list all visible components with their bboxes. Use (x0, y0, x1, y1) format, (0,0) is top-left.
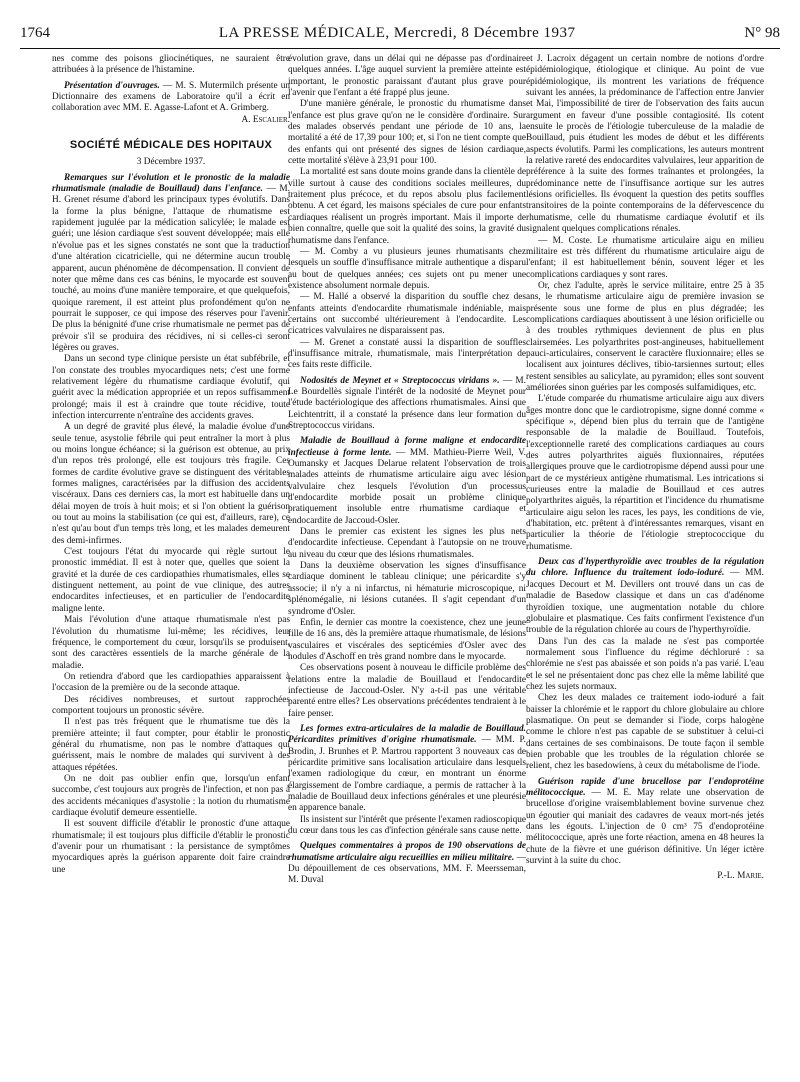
paragraph-body: — Du dépouillement de ces observations, MM. F. Meersseman, M. Duval (288, 852, 526, 886)
paragraph (288, 724, 526, 815)
paragraph-title: Présentation d'ouvrages. (64, 80, 160, 91)
column-3 (526, 54, 764, 1064)
paragraph: Il n'est pas très fréquent que le rhumatisme tue dès la première atteinte; il faut compter, pour établir le pronostic général du rhumatisme, non pas le nombre d'attaques qui guérissent, mais le nombre de malades qui survivent à des attaques répétées. (52, 717, 290, 773)
paragraph: Dans l'un des cas la malade ne s'est pas comportée normalement sous l'influence du régime déchloruré : sa chlorémie ne s'est pas abaissée et son poids n'a pas varié. L'eau et le sel ne présentaient donc pas chez elle la même labilité que chez les sujets normaux. (526, 636, 764, 692)
paragraph (52, 81, 290, 115)
paragraph (288, 436, 526, 527)
paragraph: Ces observations posent à nouveau le difficile problème des relations entre la maladie de Bouillaud et l'endocardite infectieuse de Jaccoud-Osler. N'y a-t-il pas une véritable parenté entre elles? Les observations précédentes tendraient à le faire penser. (288, 663, 526, 719)
paragraph-body: — M. H. Grenet résume d'abord les principaux types évolutifs. Dans la forme la plus bénigne, l'attaque de rhumatisme est rapidement jugulée par la médication salicylée; le malade est guéri; une lésion cardiaque s'est souvent développée; mais elle n'évolue pas et les signes constatés ne sont que la traduction d'une altération cicatricielle, qui ne détermine aucun trouble apparent, aucun phénomène de décompensation. Il convient de noter que même dans ces cas bénins, le myocarde est souvent touché, au moins d'une manière temporaire, et que quelquefois, quoique rarement, il est atteint plus profondément qu'on ne pourrait le supposer, ce qui impose des réserves pour l'avenir. De plus la bénignité d'une crise rhumatismale ne permet pas de prévoir s'il se produira des récidives, ni si celles-ci seront légères ou graves. (52, 184, 290, 353)
paragraph-title: Nodosités de Meynet et « Streptococcus viridans ». (300, 375, 500, 386)
paragraph: évolution grave, dans un délai qui ne dépasse pas d'ordinaire quelques années. L'âge auquel survient la première atteinte est important, le pronostic paraissant d'autant plus grave pour l'avenir que l'enfant a été frappé plus jeune. (288, 54, 526, 99)
paragraph: A un degré de gravité plus élevé, la maladie évolue d'une seule tenue, asystolie fébrile qui peut entraîner la mort à plus ou moins longue échéance; si la guérison est obtenue, au prix d'un repos très prolongé, elle est toujours très fragile. Ces formes de cardite évolutive grave se distinguent des véritables formes malignes, caractérisées par la diffusion des accidents viscéraux. Dans ces derniers cas, la mort est habituelle dans un délai moyen de trois à huit mois; et si l'on obtient la guérison ou tout au moins la stabilisation (ce qui est, d'ailleurs, rare), ce n'est qu'au bout d'un temps très long, et les malades demeurent des demi-infirmes. (52, 422, 290, 546)
paragraph (526, 557, 764, 636)
paragraph-body: — MM. Jacques Decourt et M. Devillers ont trouvé dans un cas de maladie de Basedow classique et dans un cas d'adénome thyroïdien toxique, une augmentation notable du chlore globulaire et plasmatique. Ces faits confirment l'existence d'un trouble de la régulation chlorée au cours de l'hyperthyroïdie. (526, 568, 764, 636)
paragraph: Des récidives nombreuses, et surtout rapprochées comportent toujours un pronostic sévère. (52, 694, 290, 716)
paragraph: Dans un second type clinique persiste un état subfébrile, et l'on constate des troubles myocardiques nets; c'est une forme relativement légère du rhumatisme cardiaque évolutif, qui guérit avec la médication appropriée et un repos suffisamment prolongé; mais il est à craindre que toute récidive, toute infection intercurrente n'entraîne des accidents graves. (52, 354, 290, 421)
paragraph: L'étude comparée du rhumatisme articulaire aigu aux divers âges montre donc que le cardiotropisme, signe donné comme « spécifique », dépend bien plus du terrain que de l'antigène responsable de la maladie de Bouillaud. Toutefois, l'exceptionnelle rareté des complications cardiaques au cours des autres polyarthrites aiguës fluxionnaires, réputées allergiques prouve que le cardiotropisme dépend aussi pour une part de ce mystérieux antigène rhumatismal. Les intrications si curieuses entre la maladie de Bouillaud et ces autres polyarthrites aiguës, la répartition et l'incidence du rhumatisme articulaire aigu selon les races, les pays, les conditions de vie, d'habitation, etc. prêtent à d'intéressantes remarques, visant en particulier la théorie de l'étiologie streptococcique du rhumatisme. (526, 394, 764, 552)
paragraph-body: — M. Le Bourdellès signale l'intérêt de la nodosité de Meynet pour l'étude bactériologique des affections rhumatismales. Ainsi que Leichtentritt, il a constaté la présence dans leur formation du Streptococcus viridans. (288, 375, 526, 431)
paragraph: On retiendra d'abord que les cardiopathies apparaissent à l'occasion de la première ou de la seconde attaque. (52, 671, 290, 694)
paragraph-body: — M. E. May relate une observation de brucellose d'origine vraisemblablement bovine survenue chez un égoutier qui maniait des cadavres de veaux mort-nés jetés dans les égouts. L'injection de 0 cm³ 75 d'endoprotéine mélitococcique, après une forte réaction, amena en 48 heures la chute de la fièvre et une guérison définitive. Un léger ictère survint à la suite du choc. (526, 788, 764, 867)
publication-title: LA PRESSE MÉDICALE, Mercredi, 8 Décembre 1937 (218, 24, 576, 41)
paragraph-title: Guérison rapide d'une brucellose par l'endoprotéine mélitococcique. (526, 776, 764, 798)
paragraph: et J. Lacroix dégagent un certain nombre de notions d'ordre épidémiologique, étiologique et clinique. Au point de vue épidémiologique, ils montrent les variations de fréquence suivant les années, la prédominance de l'affection entre Janvier et Mai, l'impossibilité de tirer de l'observation des faits aucun argument en faveur d'une possible contagiosité. Ils cotent ensuite le procès de l'étiologie tuberculeuse de la maladie de Bouillaud, puis étudient les modes de début et les différents aspects évolutifs. Parmi les complications, les auteurs montrent la relative rareté des endocardites valvulaires, leur apparition de préférence à la suite des formes traînantes et prolongées, la prédominance nette de l'insuffisance aortique sur les autres lésions orificielles. Ils évoquent la question des petits souffles transitoires de la pointe contemporains de la défervescence du rhumatisme, celle du rhumatisme cardiaque évolutif et ils signalent quelques complications rénales. (526, 54, 764, 235)
paragraph: Dans le premier cas existent les signes les plus nets d'endocardite infectieuse. Cependant à l'autopsie on ne trouve au niveau du cœur que des lésions rhumatismales. (288, 527, 526, 560)
paragraph: La mortalité est sans doute moins grande dans la clientèle de ville surtout à cause des conditions sociales meilleures, du traitement plus précoce, et du repos absolu plus facilement obtenu. A cet égard, les maisons spéciales de cure pour enfants cardiaques réalisent un progrès important. Mais il importe de bien connaître, quelle que soit la qualité des soins, la gravité du rhumatisme dans l'enfance. (288, 167, 526, 246)
paragraph: Chez les deux malades ce traitement iodo-ioduré a fait baisser la chlorémie et le rapport du chlore globulaire au chlore plasmatique. On peut se demander si l'iode, corps halogène comme le chlore n'est pas capable de se substituer à celui-ci dans certaines de ses combinaisons. De toute façon il semble bien probable que les troubles de la régulation chlorée se relient, chez les basedowiens, à ceux du métabolisme de l'iode. (526, 693, 764, 772)
issue-number: N° 98 (744, 24, 780, 41)
paragraph-title: Deux cas d'hyperthyroïdie avec troubles de la régulation du chlore. Influence du traitement iodo-ioduré. (526, 557, 764, 579)
paragraph: Mais l'évolution d'une attaque rhumatismale n'est pas l'évolution du rhumatisme lui-même; les récidives, leur fréquence, le comportement du cœur, lorsqu'ils se produisent, sont des caractères essentiels de la marche générale de la maladie. (52, 615, 290, 671)
paragraph (288, 841, 526, 886)
paragraph (526, 777, 764, 868)
paragraph: — M. Grenet a constaté aussi la disparition de souffles d'insuffisance mitrale, rhumatismale, mais l'interprétation de ces faits reste difficile. (288, 337, 526, 371)
signature: P.-L. Marie. (717, 871, 764, 882)
paragraph (288, 376, 526, 433)
header-rule (20, 48, 780, 49)
paragraph: Dans la deuxième observation les signes d'insuffisance cardiaque dominent le tableau clinique; une péricardite s'y associe; il n'y a ni infarctus, ni hématurie microscopique, ni splénomégalie, ni lésions cutanées. Il s'agit cependant d'un syndrome d'Osler. (288, 561, 526, 617)
paragraph: nes comme des poisons gliocinétiques, ne sauraient être attribuées à la présence de l'histamine. (52, 54, 290, 76)
paragraph-title: Maladie de Bouillaud à forme maligne et endocardite infectieuse à forme lente. (288, 436, 526, 458)
signature: A. Escalier. (241, 114, 290, 125)
paragraph: Ils insistent sur l'intérêt que présente l'examen radioscopique du cœur dans tous les cas d'infection générale sans cause nette. (288, 814, 526, 837)
section-title: SOCIÉTÉ MÉDICALE DES HOPITAUX (69, 139, 273, 152)
paragraph: — M. Hallé a observé la disparition du souffle chez des enfants atteints d'endocardite rhumatismale indéniable, mais certains ont succombé ultérieurement à l'endocardite. Les cicatrices valvulaires ne disparaissent pas. (288, 292, 526, 337)
column-1 (52, 54, 290, 1064)
column-2 (288, 54, 526, 1064)
paragraph: D'une manière générale, le pronostic du rhumatisme dans l'enfance est plus grave qu'on ne le considère d'ordinaire. Sur des malades observés pendant une période de 10 ans, la mortalité a été de 17,39 pour 100; et, si l'on ne tient compte que des enfants qui ont présenté des signes de lésion cardiaque, cette mortalité s'élève à 23,91 pour 100. (288, 99, 526, 167)
paragraph: C'est toujours l'état du myocarde qui règle surtout le pronostic immédiat. Il est à noter que, quelles que soient la gravité et la durée de ces cardiopathies rhumatismales, elles se distinguent nettement, au point de vue clinique, des autres endocardites infectieuses, et en particulier de l'endocardite maligne lente. (52, 547, 290, 614)
paragraph: — M. Comby a vu plusieurs jeunes rhumatisants chez lesquels un souffle d'insuffisance mitrale authentique a disparu au bout de quelques années; ces sujets ont pu mener une existence absolument normale depuis. (288, 246, 526, 291)
paragraph-body: — M. S. Mutermilch présente un Dictionnaire des examens de Laboratoire qu'il a écrit en collaboration avec MM. E. Agasse-Lafont et A. Grimberg. (52, 80, 290, 114)
paragraph: On ne doit pas oublier enfin que, lorsqu'un enfant succombe, c'est toujours aux progrès de l'infection, et non pas à des accidents mécaniques d'asystolie : la notion du rhumatisme cardiaque évolutif demeure essentielle. (52, 773, 290, 818)
paragraph-body: — MM. P. Brodin, J. Brunhes et P. Martrou rapportent 3 nouveaux cas de péricardite primitive sans localisation articulaire dans lesquels l'examen radiologique du cœur, en montrant un énorme élargissement de l'ombre cardiaque, a permis de rattacher à la maladie de Bouillaud deux infections générales et une pleurésie en apparence banale. (288, 735, 526, 814)
page-header (20, 22, 780, 44)
paragraph-body: — MM. Mathieu-Pierre Weil, V. Oumansky et Jacques Delarue relatent l'observation de trois malades atteints de rhumatisme articulaire aigu avec lésion valvulaire chez lesquels l'évolution d'un processus d'endocardite morbide posait un problème clinique pratiquement insoluble entre rhumatisme cardiaque et endocardite de Jaccoud-Osler. (288, 447, 526, 526)
paragraph: Il est souvent difficile d'établir le pronostic d'une attaque rhumatismale; il est toujours plus difficile d'établir le pronostic d'avenir pour un rhumatisant : la persistance de symptômes myocardiques après la guérison apparente doit faire craindre une (52, 819, 290, 875)
paragraph (52, 173, 290, 355)
page-number: 1764 (20, 24, 50, 41)
section-date: 3 Décembre 1937. (136, 157, 206, 168)
paragraph: Enfin, le dernier cas montre la coexistence, chez une jeune fille de 16 ans, dès la première attaque rhumatismale, de lésions vasculaires et viscérales des septicémies d'Osler avec des nodules d'Aschoff en très grand nombre dans le myocarde. (288, 617, 526, 662)
paragraph-title: Quelques commentaires à propos de 190 observations de rhumatisme articulaire aigu recueillies en milieu militaire. (288, 841, 526, 863)
paragraph-title: Les formes extra-articulaires de la maladie de Bouillaud. Péricardites primitives d'origine rhumatismale. (288, 723, 526, 746)
paragraph: — M. Coste. Le rhumatisme articulaire aigu en milieu militaire est très différent du rhumatisme articulaire aigu de l'enfant; il est habituellement bénin, souvent léger et les complications cardiaques y sont rares. (526, 235, 764, 280)
paragraph: Or, chez l'adulte, après le service militaire, entre 25 à 35 ans, le rhumatisme articulaire aigu de première invasion se présente sous une forme de plus en plus dégradée; les complications cardiaques aboutissent à une lésion orificielle ou à des troubles rythmiques deviennent de plus en plus clairsemées. Les polyarthrites post-angineuses, habituellement pauci-articulaires, conservent le caractère fluxionnaire; elles se localisent aux jointures déclives, tibio-tarsiennes surtout; elles restent sensibles au salicylate, au pyramidon; elles sont souvent améliorées sinon guéries par les composés sulfamidiques, etc. (526, 280, 764, 393)
paragraph-title: Remarques sur l'évolution et le pronostic de la maladie rhumatismale (maladie de Bouillaud) dans l'enfance. (52, 172, 290, 195)
